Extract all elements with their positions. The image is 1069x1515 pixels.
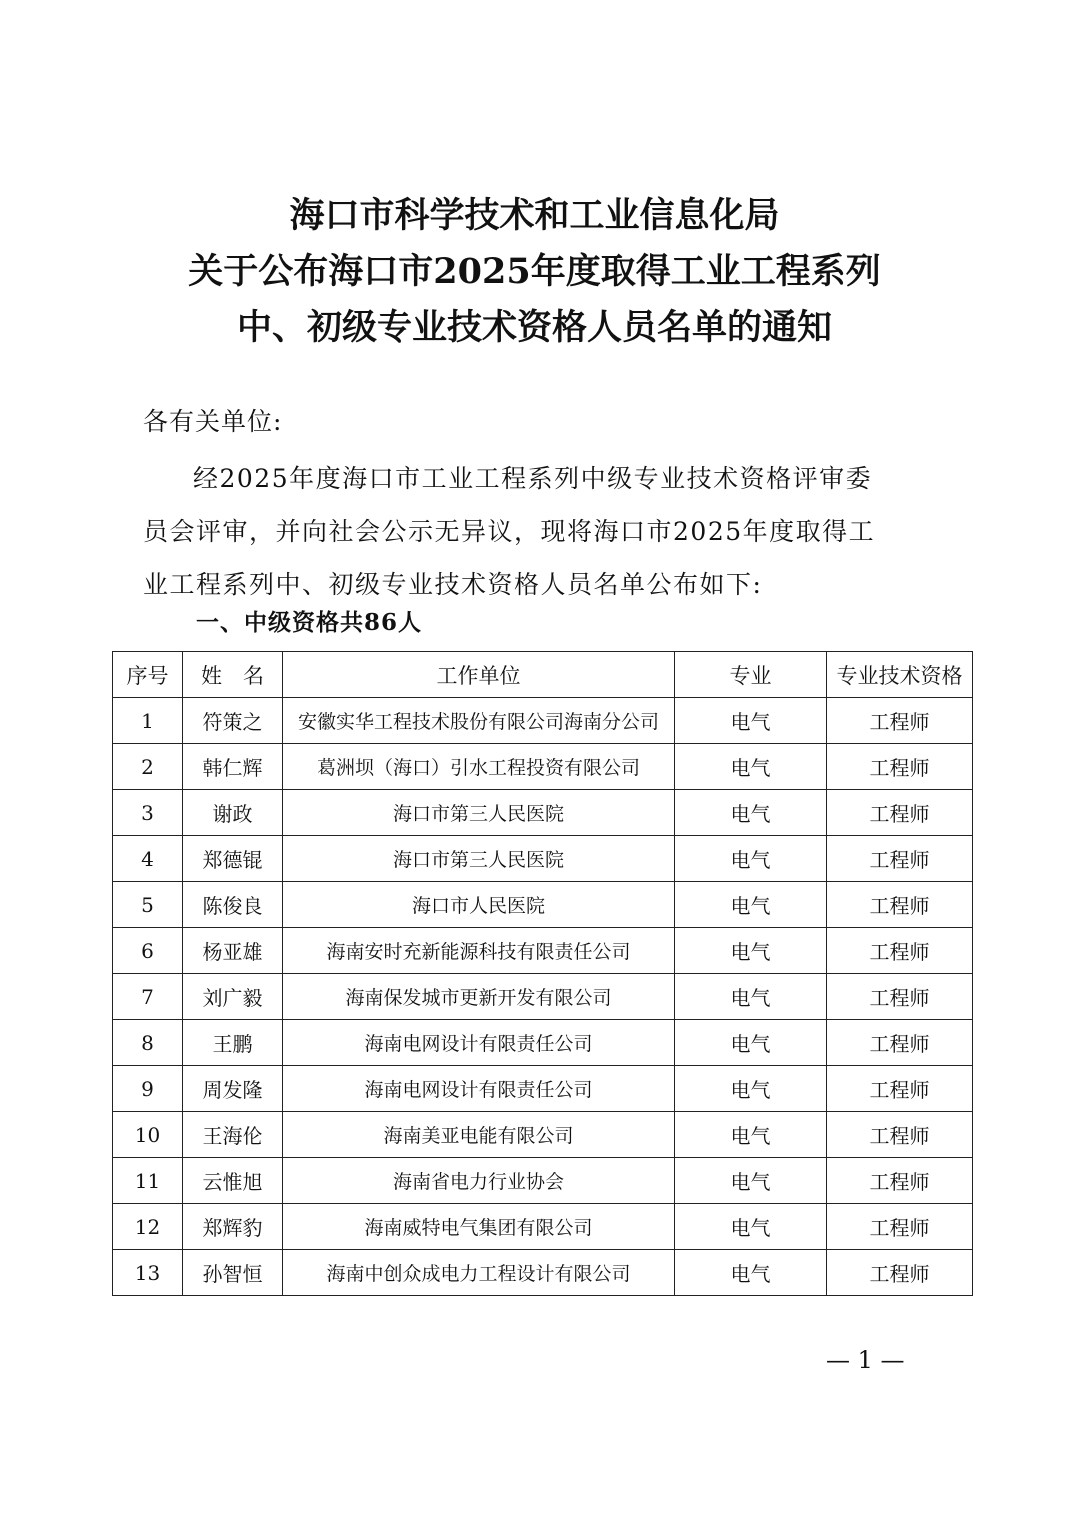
- cell-unit: 海南威特电气集团有限公司: [283, 1204, 675, 1250]
- cell-index: 13: [113, 1250, 183, 1296]
- cell-unit: 海南保发城市更新开发有限公司: [283, 974, 675, 1020]
- cell-major: 电气: [675, 1112, 827, 1158]
- cell-index: 10: [113, 1112, 183, 1158]
- cell-major: 电气: [675, 836, 827, 882]
- cell-qualification: 工程师: [827, 1158, 973, 1204]
- cell-major: 电气: [675, 882, 827, 928]
- table-row: [113, 836, 973, 882]
- table-row: [113, 790, 973, 836]
- cell-index: 11: [113, 1158, 183, 1204]
- cell-name: 符策之: [183, 698, 283, 744]
- cell-qualification: 工程师: [827, 698, 973, 744]
- cell-unit: 海南中创众成电力工程设计有限公司: [283, 1250, 675, 1296]
- cell-name: 王鹏: [183, 1020, 283, 1066]
- body-line-2: 员会评审，并向社会公示无异议，现将海口市2025年度取得工: [143, 517, 876, 546]
- cell-unit: 海口市第三人民医院: [283, 790, 675, 836]
- cell-name: 郑辉豹: [183, 1204, 283, 1250]
- cell-unit: 海口市人民医院: [283, 882, 675, 928]
- table-row: [113, 1204, 973, 1250]
- cell-qualification: 工程师: [827, 1204, 973, 1250]
- table-row: [113, 928, 973, 974]
- cell-unit: 葛洲坝（海口）引水工程投资有限公司: [283, 744, 675, 790]
- table-row: [113, 1020, 973, 1066]
- cell-major: 电气: [675, 790, 827, 836]
- salutation: 各有关单位:: [143, 407, 283, 436]
- header-unit: 工作单位: [283, 652, 675, 698]
- cell-index: 3: [113, 790, 183, 836]
- cell-index: 4: [113, 836, 183, 882]
- cell-index: 8: [113, 1020, 183, 1066]
- section-heading: 一、中级资格共86人: [196, 609, 423, 636]
- cell-name: 周发隆: [183, 1066, 283, 1112]
- table-row: [113, 1066, 973, 1112]
- cell-qualification: 工程师: [827, 928, 973, 974]
- cell-qualification: 工程师: [827, 1112, 973, 1158]
- cell-major: 电气: [675, 744, 827, 790]
- table-body: [113, 698, 973, 1296]
- personnel-table: [112, 651, 973, 1296]
- cell-qualification: 工程师: [827, 1250, 973, 1296]
- cell-qualification: 工程师: [827, 744, 973, 790]
- cell-index: 1: [113, 698, 183, 744]
- body-paragraph: [143, 452, 943, 611]
- body-line-3: 业工程系列中、初级专业技术资格人员名单公布如下:: [143, 570, 763, 599]
- header-name: 姓 名: [183, 652, 283, 698]
- table-header-row: [113, 652, 973, 698]
- cell-index: 5: [113, 882, 183, 928]
- cell-unit: 海南省电力行业协会: [283, 1158, 675, 1204]
- cell-name: 王海伦: [183, 1112, 283, 1158]
- cell-unit: 海口市第三人民医院: [283, 836, 675, 882]
- cell-major: 电气: [675, 974, 827, 1020]
- cell-major: 电气: [675, 1158, 827, 1204]
- document-title: [0, 188, 1069, 356]
- cell-name: 郑德锟: [183, 836, 283, 882]
- cell-unit: 海南安时充新能源科技有限责任公司: [283, 928, 675, 974]
- table-row: [113, 1158, 973, 1204]
- cell-unit: 海南电网设计有限责任公司: [283, 1066, 675, 1112]
- cell-name: 刘广毅: [183, 974, 283, 1020]
- table-row: [113, 1250, 973, 1296]
- cell-name: 谢政: [183, 790, 283, 836]
- cell-index: 7: [113, 974, 183, 1020]
- page-number: — 1 —: [826, 1346, 905, 1374]
- table-row: [113, 744, 973, 790]
- cell-major: 电气: [675, 1066, 827, 1112]
- header-qualification: 专业技术资格: [827, 652, 973, 698]
- cell-name: 云惟旭: [183, 1158, 283, 1204]
- title-line-2: 关于公布海口市2025年度取得工业工程系列: [188, 251, 881, 292]
- cell-major: 电气: [675, 1204, 827, 1250]
- cell-qualification: 工程师: [827, 836, 973, 882]
- cell-index: 2: [113, 744, 183, 790]
- cell-name: 韩仁辉: [183, 744, 283, 790]
- cell-name: 陈俊良: [183, 882, 283, 928]
- cell-qualification: 工程师: [827, 790, 973, 836]
- cell-qualification: 工程师: [827, 974, 973, 1020]
- cell-unit: 海南美亚电能有限公司: [283, 1112, 675, 1158]
- body-line-1: 经2025年度海口市工业工程系列中级专业技术资格评审委: [193, 464, 873, 493]
- table-row: [113, 698, 973, 744]
- cell-name: 杨亚雄: [183, 928, 283, 974]
- cell-major: 电气: [675, 698, 827, 744]
- title-line-3: 中、初级专业技术资格人员名单的通知: [236, 307, 832, 348]
- cell-unit: 安徽实华工程技术股份有限公司海南分公司: [283, 698, 675, 744]
- cell-name: 孙智恒: [183, 1250, 283, 1296]
- header-index: 序号: [113, 652, 183, 698]
- cell-major: 电气: [675, 928, 827, 974]
- cell-index: 12: [113, 1204, 183, 1250]
- cell-qualification: 工程师: [827, 1066, 973, 1112]
- cell-major: 电气: [675, 1250, 827, 1296]
- header-major: 专业: [675, 652, 827, 698]
- cell-qualification: 工程师: [827, 882, 973, 928]
- cell-unit: 海南电网设计有限责任公司: [283, 1020, 675, 1066]
- cell-index: 6: [113, 928, 183, 974]
- table-row: [113, 974, 973, 1020]
- cell-major: 电气: [675, 1020, 827, 1066]
- table-row: [113, 882, 973, 928]
- title-line-1: 海口市科学技术和工业信息化局: [289, 195, 780, 236]
- table-row: [113, 1112, 973, 1158]
- cell-qualification: 工程师: [827, 1020, 973, 1066]
- cell-index: 9: [113, 1066, 183, 1112]
